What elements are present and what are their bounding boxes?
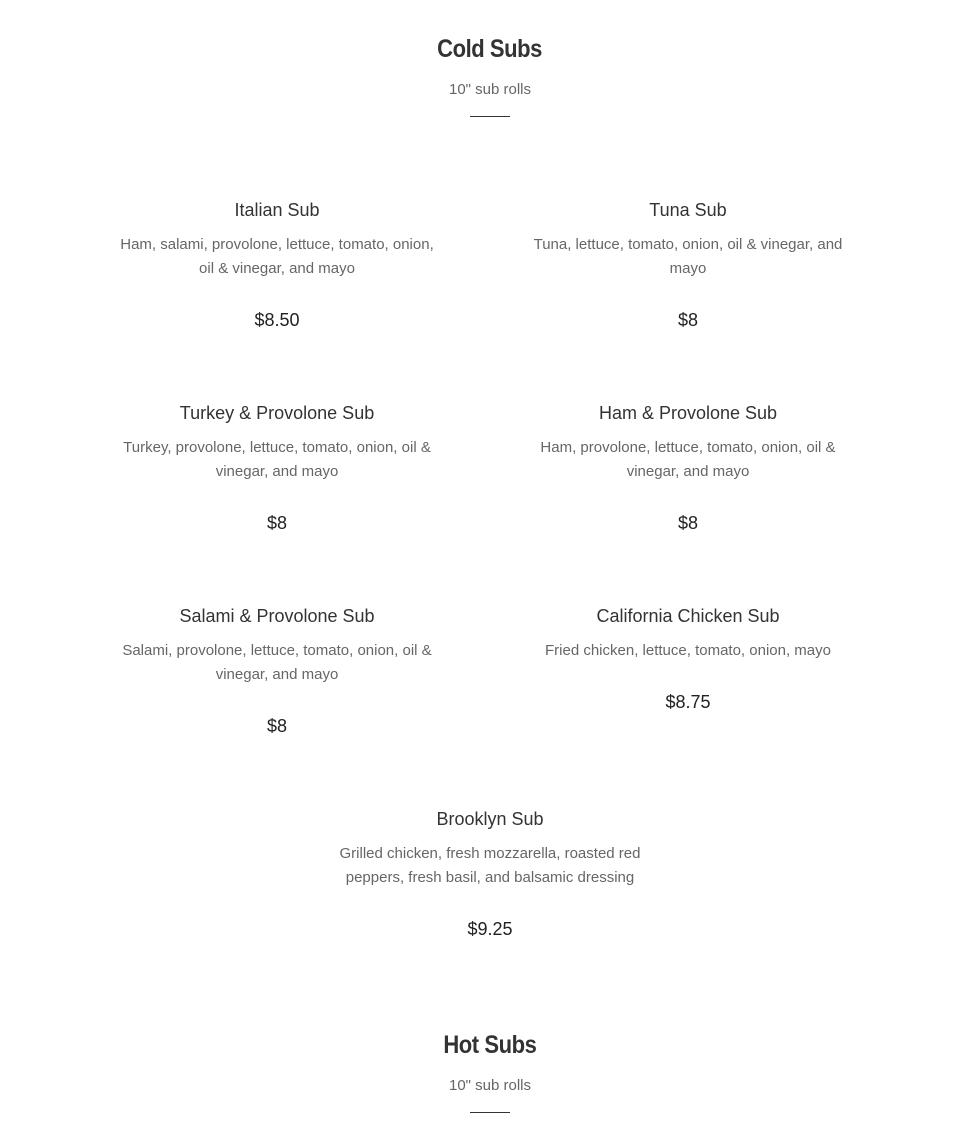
item-price: $8.75 (665, 692, 711, 712)
menu-item-tuna-sub (528, 199, 848, 331)
item-price: $8.50 (254, 310, 300, 330)
menu-item-italian-sub (117, 199, 437, 331)
item-price: $8 (677, 513, 699, 533)
item-description: Fried chicken, lettuce, tomato, onion, mayo (545, 642, 831, 659)
section-divider (470, 116, 510, 117)
item-name: Tuna Sub (649, 200, 727, 220)
item-description: Ham, salami, provolone, lettuce, tomato, onion, oil & vinegar, and mayo (120, 236, 434, 277)
item-name: Turkey & Provolone Sub (179, 403, 375, 423)
item-description: Turkey, provolone, lettuce, tomato, onion, oil & vinegar, and mayo (123, 439, 431, 480)
item-name: Ham & Provolone Sub (598, 403, 778, 423)
menu-item-california-chicken-sub (528, 605, 848, 713)
item-name: Italian Sub (234, 200, 320, 220)
section-divider (470, 1112, 510, 1113)
item-description: Ham, provolone, lettuce, tomato, onion, oil & vinegar, and mayo (540, 439, 836, 480)
item-description: Grilled chicken, fresh mozzarella, roasted red peppers, fresh basil, and balsamic dressing (339, 845, 641, 886)
item-price: $8 (266, 716, 288, 736)
item-price: $9.25 (467, 919, 513, 939)
item-name: Salami & Provolone Sub (179, 606, 375, 626)
item-price: $8 (677, 310, 699, 330)
menu-item-ham-provolone-sub (528, 402, 848, 534)
menu-item-salami-provolone-sub (117, 605, 437, 737)
section-subtitle: 10" sub rolls (448, 1077, 532, 1094)
item-description: Salami, provolone, lettuce, tomato, onion, oil & vinegar, and mayo (122, 642, 432, 683)
section-header-cold-subs (0, 34, 965, 117)
section-subtitle: 10" sub rolls (448, 81, 532, 98)
item-price: $8 (266, 513, 288, 533)
menu-item-turkey-provolone-sub (117, 402, 437, 534)
section-title: Cold Subs (437, 35, 543, 63)
section-title: Hot Subs (443, 1031, 537, 1059)
menu-item-brooklyn-sub (330, 808, 650, 940)
section-header-hot-subs (0, 1030, 965, 1113)
item-name: Brooklyn Sub (436, 809, 544, 829)
item-description: Tuna, lettuce, tomato, onion, oil & vinegar, and mayo (533, 236, 843, 277)
item-name: California Chicken Sub (596, 606, 780, 626)
